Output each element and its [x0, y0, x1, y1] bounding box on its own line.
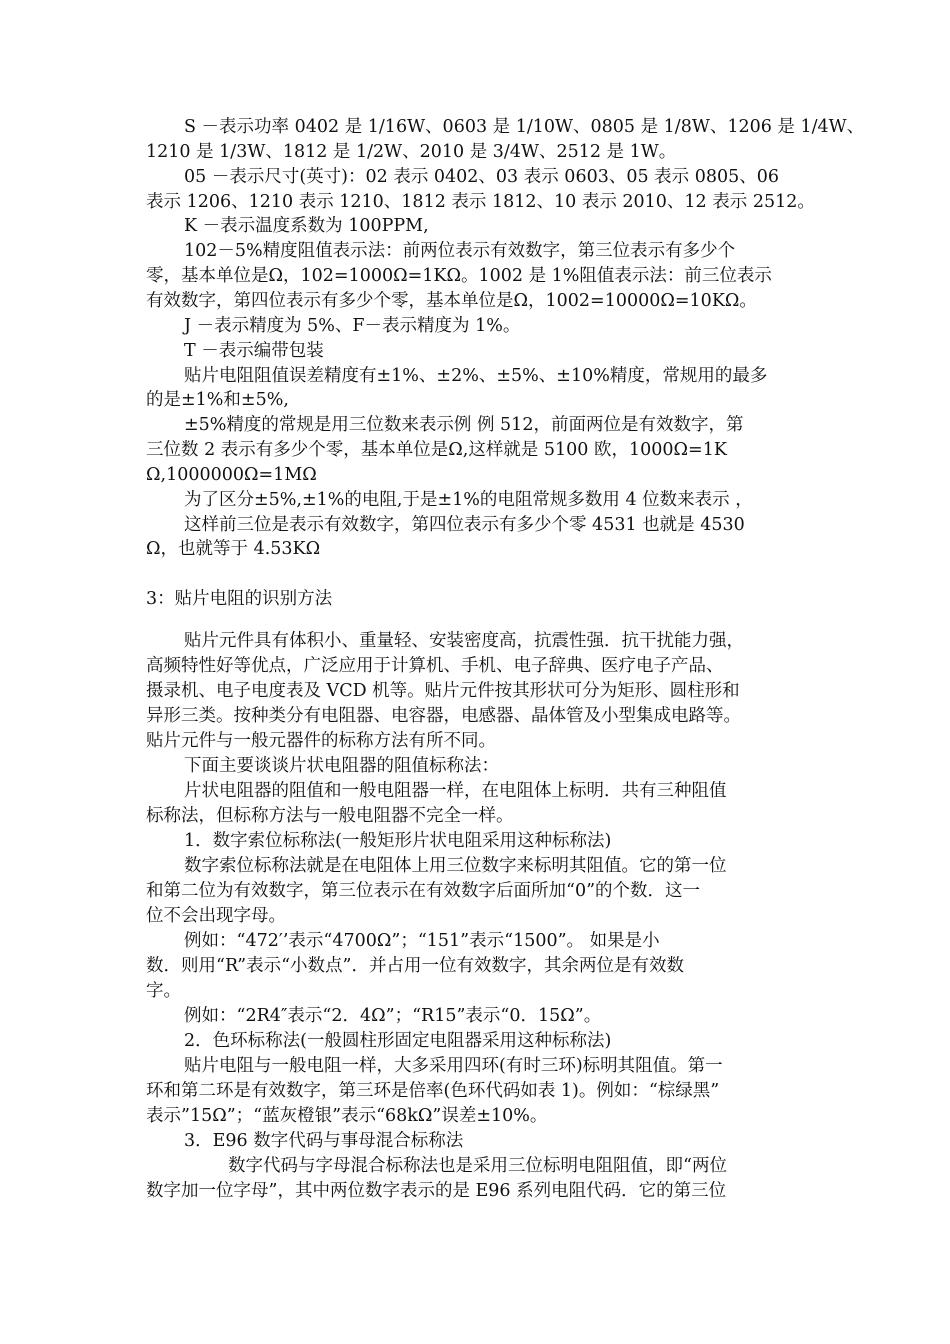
text-line: 1210 是 1/3W、1812 是 1/2W、2010 是 3/4W、2512 是 1W。	[146, 142, 677, 162]
text-line: 的是±1%和±5%,	[146, 390, 289, 410]
text-line: 为了区分±5%,±1%的电阻,于是±1%的电阻常规多数用 4 位数来表示 ，	[184, 490, 753, 510]
text-line: 表示 1206、1210 表示 1210、1812 表示 1812、10 表示 2010、12 表示 2512。	[146, 192, 815, 212]
text-line: 102－5%精度阻值表示法：前两位表示有效数字，第三位表示有多少个	[184, 241, 736, 261]
text-line: K －表示温度系数为 100PPM,	[184, 216, 429, 236]
text-line: 例如：“472′’表示“4700Ω”；“151”表示“1500”。 如果是小	[184, 931, 660, 951]
text-line: 数．则用“R”表示“小数点”．并占用一位有效数字，其余两位是有效数	[146, 956, 685, 976]
text-line: J －表示精度为 5%、F－表示精度为 1%。	[184, 316, 521, 336]
text-line: 位不会出现字母。	[146, 906, 286, 926]
text-line: 片状电阻器的阻值和一般电阻器一样，在电阻体上标明．共有三种阻值	[184, 781, 727, 801]
text-line: 贴片电阻与一般电阻一样，大多采用四环(有时三环)标明其阻值。第一	[184, 1056, 723, 1076]
text-line: 异形三类。按种类分有电阻器、电容器，电感器、晶体管及小型集成电路等。	[146, 706, 741, 726]
text-line: 05 －表示尺寸(英寸)：02 表示 0402、03 表示 0603、05 表示 0805、06	[184, 167, 780, 187]
text-line: ±5%精度的常规是用三位数来表示例 例 512，前面两位是有效数字，第	[184, 415, 744, 435]
text-line: 摄录机、电子电度表及 VCD 机等。贴片元件按其形状可分为矩形、圆柱形和	[146, 681, 740, 701]
text-line: 这样前三位是表示有效数字，第四位表示有多少个零 4531 也就是 4530	[184, 515, 745, 535]
text-line: S －表示功率 0402 是 1/16W、0603 是 1/10W、0805 是 1/8W、1206 是 1/4W、	[184, 117, 865, 137]
text-line: Ω，也就等于 4.53KΩ	[146, 539, 321, 559]
text-line: 字。	[146, 981, 181, 1001]
text-line: 数字加一位字母”，其中两位数字表示的是 E96 系列电阻代码．它的第三位	[146, 1181, 727, 1201]
text-line: 和第二位为有效数字，第三位表示在有效数字后面所加“0”的个数．这一	[146, 881, 701, 901]
text-line: 环和第二环是有效数字，第三环是倍率(色环代码如表 1)。例如：“棕绿黑”	[146, 1081, 720, 1101]
text-line: 贴片电阻阻值误差精度有±1%、±2%、±5%、±10%精度，常规用的最多	[184, 366, 768, 386]
text-line: 3．E96 数字代码与事母混合标称法	[184, 1131, 464, 1151]
text-line: Ω,1000000Ω=1MΩ	[146, 465, 317, 485]
text-line: 例如：“2R4″表示“2．4Ω”；“R15”表示“0．15Ω”。	[184, 1006, 602, 1026]
text-line: 2．色环标称法(一般圆柱形固定电阻器采用这种标称法)	[184, 1031, 612, 1051]
text-line: 三位数 2 表示有多少个零，基本单位是Ω,这样就是 5100 欧，1000Ω=1K	[146, 440, 727, 460]
text-line: 下面主要谈谈片状电阻器的阻值标称法：	[184, 756, 499, 776]
section-heading: 3：贴片电阻的识别方法	[146, 589, 333, 609]
text-line: 表示”15Ω”；“蓝灰橙银”表示“68kΩ”误差±10%。	[146, 1106, 548, 1126]
text-line: 贴片元件具有体积小、重量轻、安装密度高，抗震性强．抗干扰能力强，	[184, 631, 744, 651]
text-line: T －表示编带包装	[184, 341, 324, 361]
text-line: 1．数字索位标称法(一般矩形片状电阻采用这种标称法)	[184, 831, 612, 851]
text-line: 零，基本单位是Ω，102=1000Ω=1KΩ。1002 是 1%阻值表示法：前三位表示	[146, 266, 772, 286]
text-line: 数字索位标称法就是在电阻体上用三位数字来标明其阻值。它的第一位	[184, 856, 727, 876]
text-line: 有效数字，第四位表示有多少个零，基本单位是Ω，1002=10000Ω=10KΩ。	[146, 291, 757, 311]
text-line: 贴片元件与一般元器件的标称方法有所不同。	[146, 731, 496, 751]
text-line: 数字代码与字母混合标称法也是采用三位标明电阻阻值，即“两位	[228, 1156, 727, 1176]
text-line: 高频特性好等优点，广泛应用于计算机、手机、电子辞典、医疗电子产品、	[146, 656, 724, 676]
text-line: 标称法，但标称方法与一般电阻器不完全一样。	[146, 806, 514, 826]
